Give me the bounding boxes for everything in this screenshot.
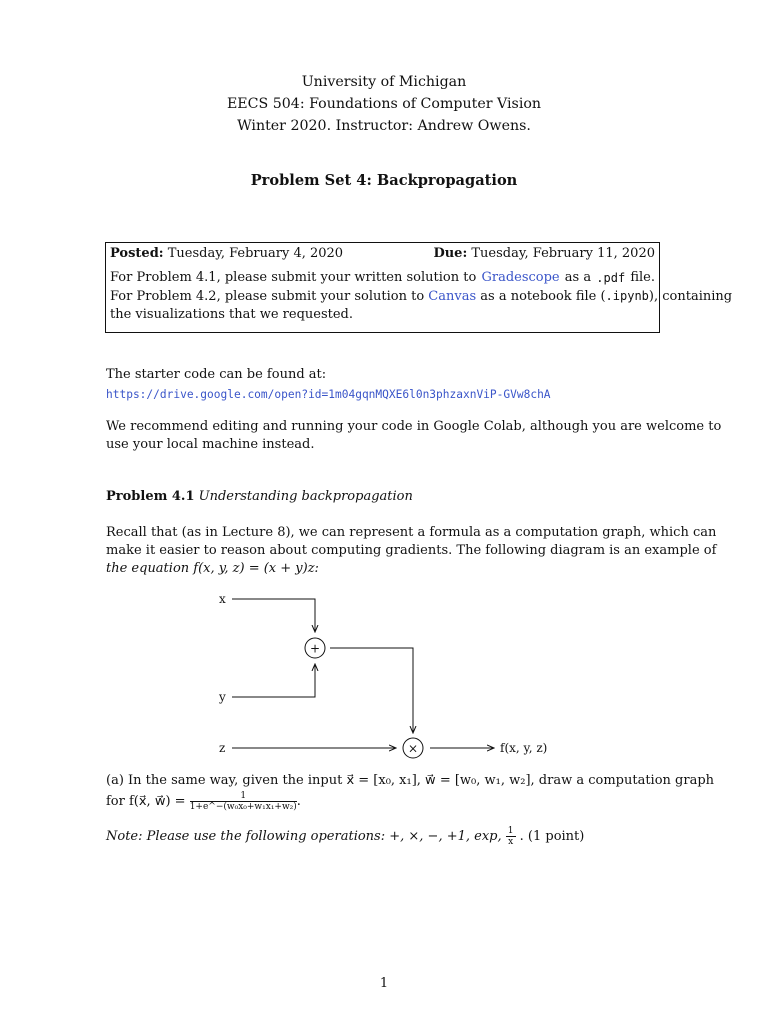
sigmoid-fraction: $\frac{1}{\text{1+e\textasciicircum{}−(w₀x₀+w₁x₁+w₂)}}$ (189, 791, 297, 812)
header-course: EECS 504: Foundations of Computer Vision (226, 96, 542, 112)
due-info: Due: Tuesday, February 11, 2020 (433, 246, 655, 261)
problem-subtitle: Understanding backpropagation (198, 489, 413, 504)
reciprocal-fraction: $\frac{1}{x}$ (507, 826, 514, 847)
part-a-line-2: for f(x⃗, w⃗) = $\frac{1}{\text{1+e\textasciicircum{}−(w₀x₀+w₁x₁+w₂)}}$ . (106, 791, 301, 812)
recall-line-3: the equation f(x, y, z) = (x + y)z: (106, 561, 319, 576)
page-number: 1 (379, 976, 389, 991)
part-a-line-1: (a) In the same way, given the input x⃗ = [x₀, x₁], w⃗ = [w₀, w₁, w₂], draw a computation graph (106, 773, 715, 788)
x-edge (232, 599, 315, 632)
times-op: × (407, 741, 419, 756)
output-label: f(x, y, z) (500, 741, 548, 755)
recall-line-2: make it easier to reason about computing gradients. The following diagram is an example of (106, 543, 717, 558)
problem-heading (106, 488, 666, 506)
x-label: x (219, 592, 226, 606)
recall-line-1: Recall that (as in Lecture 8), we can represent a formula as a computation graph, which can (106, 525, 717, 540)
submission-line-3: the visualizations that we requested. (110, 307, 354, 322)
y-edge (232, 664, 315, 697)
starter-url-link[interactable]: https://drive.google.com/open?id=1m04gqnMQXE6l0n3phzaxnViP-GVw8chA (106, 388, 551, 401)
canvas-link[interactable]: Canvas (428, 289, 477, 304)
plus-op: + (309, 641, 321, 656)
recommend-line-2: use your local machine instead. (106, 437, 315, 452)
recommend-line-1: We recommend editing and running your code in Google Colab, although you are welcome to (106, 419, 722, 434)
problem-label: Problem 4.1 (106, 489, 195, 504)
y-label: y (219, 690, 226, 704)
note-line: Note: Please use the following operations: +, ×, −, +1, exp, $\frac{1}{x}$ . (1 point) (106, 826, 585, 847)
dates-row (110, 245, 655, 267)
header-university: University of Michigan (301, 74, 467, 90)
submission-line-2: For Problem 4.2, please submit your solution to Canvas as a notebook file (.ipynb), containing (110, 289, 733, 304)
page-title: Problem Set 4: Backpropagation (250, 172, 518, 189)
starter-label: The starter code can be found at: (106, 367, 327, 382)
header-term: Winter 2020. Instructor: Andrew Owens. (237, 118, 531, 134)
z-label: z (219, 741, 226, 755)
posted-info: Posted: Tuesday, February 4, 2020 (110, 246, 344, 261)
plus-to-times-edge (330, 648, 413, 733)
computation-graph-diagram (0, 580, 768, 770)
submission-box (105, 242, 733, 333)
gradescope-link[interactable]: Gradescope (481, 270, 560, 285)
submission-line-1: For Problem 4.1, please submit your written solution to Gradescope as a .pdf file. (110, 270, 655, 285)
